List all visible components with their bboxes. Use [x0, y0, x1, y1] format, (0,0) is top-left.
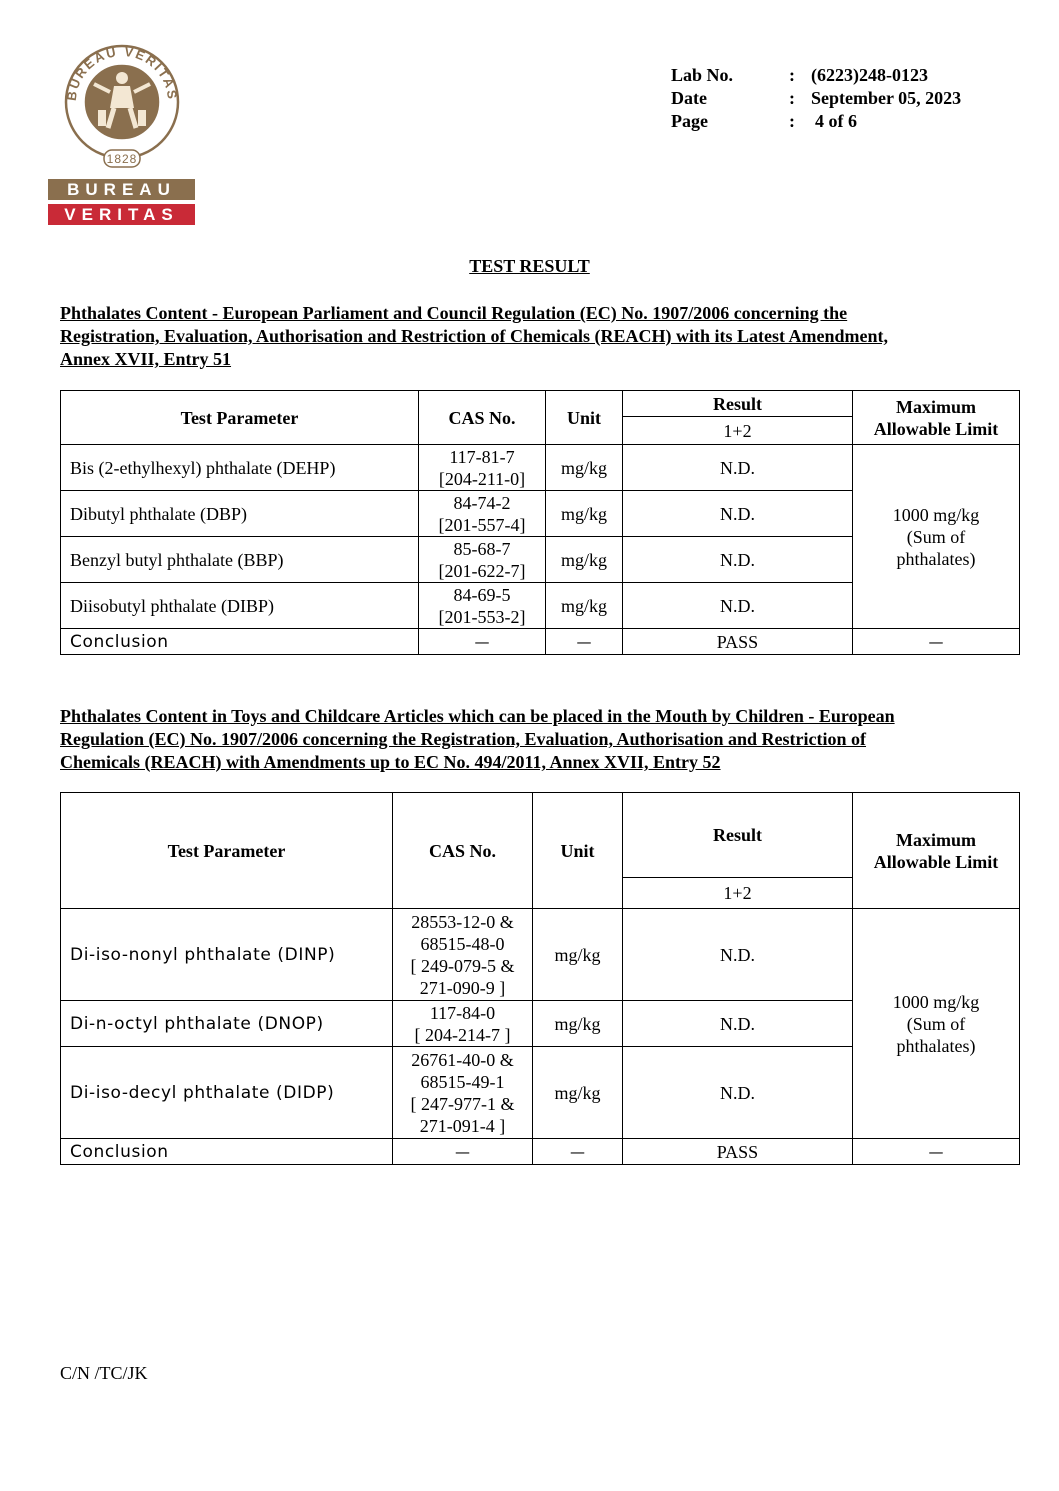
max-limit-cell	[853, 909, 1020, 1139]
limit-line: (Sum of	[906, 1013, 966, 1034]
results-table-entry-52	[60, 792, 1020, 1165]
page-label: Page	[671, 111, 708, 131]
seal-icon	[48, 44, 196, 178]
results-table-entry-51	[60, 390, 1020, 655]
test-parameter-cell: Benzyl butyl phthalate (BBP)	[61, 537, 419, 583]
limit-line: phthalates)	[896, 1035, 976, 1056]
test-parameter-cell: Di-n-octyl phthalate (DNOP)	[61, 1001, 393, 1047]
col-header-test-parameter: Test Parameter	[61, 793, 393, 909]
conclusion-result: PASS	[623, 629, 853, 655]
heading-line: Registration, Evaluation, Authorisation and Restriction of Chemicals (REACH) with its Latest Amendment,	[60, 326, 888, 346]
page-row	[671, 110, 961, 133]
conclusion-unit: —	[533, 1139, 623, 1165]
cas-line: 26761-40-0 &	[411, 1049, 514, 1070]
table-header-row	[61, 391, 1020, 417]
table-row	[61, 909, 1020, 1001]
separator: :	[789, 111, 795, 131]
unit-cell: mg/kg	[533, 1001, 623, 1047]
conclusion-row	[61, 629, 1020, 655]
bureau-veritas-logo	[48, 44, 196, 226]
cas-no-cell	[393, 909, 533, 1001]
limit-header-line: Maximum	[896, 829, 976, 850]
date-label: Date	[671, 88, 707, 108]
cas-line: [ 247-977-1 &	[410, 1093, 515, 1114]
result-cell: N.D.	[623, 583, 853, 629]
unit-cell: mg/kg	[546, 537, 623, 583]
col-header-max-limit	[853, 391, 1020, 445]
cas-line: [204-211-0]	[438, 468, 526, 489]
conclusion-unit: —	[546, 629, 623, 655]
cas-line: [201-622-7]	[438, 560, 526, 581]
result-cell: N.D.	[623, 491, 853, 537]
date-row	[671, 87, 961, 110]
lab-no-value: (6223)248-0123	[811, 65, 928, 85]
cas-line: [ 249-079-5 &	[410, 955, 515, 976]
result-cell: N.D.	[623, 537, 853, 583]
result-cell: N.D.	[623, 1047, 853, 1139]
conclusion-row	[61, 1139, 1020, 1165]
cas-no-cell	[419, 583, 546, 629]
col-header-unit: Unit	[546, 391, 623, 445]
cas-no-cell	[419, 491, 546, 537]
cas-no-cell	[393, 1047, 533, 1139]
limit-line: phthalates)	[896, 548, 976, 569]
limit-line: 1000 mg/kg	[892, 991, 980, 1012]
cas-line: [201-553-2]	[438, 606, 526, 627]
cas-line: 117-81-7	[449, 446, 515, 467]
heading-line: Phthalates Content in Toys and Childcare Articles which can be placed in the Mouth by Children - European	[60, 706, 895, 726]
section1-heading	[60, 302, 1000, 371]
cas-no-cell	[419, 537, 546, 583]
cas-line: 68515-48-0	[420, 933, 505, 954]
col-header-result-sub: 1+2	[623, 878, 853, 909]
svg-text:1828: 1828	[106, 152, 138, 166]
heading-line: Regulation (EC) No. 1907/2006 concerning the Registration, Evaluation, Authorisation and Restriction of	[60, 729, 867, 749]
cas-line: 271-091-4 ]	[419, 1115, 506, 1136]
unit-cell: mg/kg	[533, 1047, 623, 1139]
result-cell: N.D.	[623, 445, 853, 491]
cas-line: 84-74-2	[453, 492, 511, 513]
limit-header-line: Allowable Limit	[873, 418, 999, 439]
limit-header-line: Allowable Limit	[873, 851, 999, 872]
cas-line: 28553-12-0 &	[411, 911, 514, 932]
section2-heading	[60, 705, 1000, 774]
report-header-info	[671, 64, 961, 133]
page-title: TEST RESULT	[469, 256, 590, 276]
col-header-result-sub: 1+2	[623, 417, 853, 445]
conclusion-cas: —	[419, 629, 546, 655]
col-header-cas-no: CAS No.	[419, 391, 546, 445]
conclusion-result: PASS	[623, 1139, 853, 1165]
max-limit-cell	[853, 445, 1020, 629]
table-header-row	[61, 793, 1020, 878]
date-value: September 05, 2023	[811, 88, 962, 108]
unit-cell: mg/kg	[546, 583, 623, 629]
col-header-result: Result	[623, 793, 853, 878]
logo-band-bureau: BUREAU	[48, 179, 195, 200]
lab-no-label: Lab No.	[671, 65, 734, 85]
test-parameter-cell: Dibutyl phthalate (DBP)	[61, 491, 419, 537]
conclusion-label: Conclusion	[61, 1139, 393, 1165]
cas-no-cell	[419, 445, 546, 491]
heading-line: Chemicals (REACH) with Amendments up to EC No. 494/2011, Annex XVII, Entry 52	[60, 752, 721, 772]
separator: :	[789, 65, 795, 85]
cas-line: 68515-49-1	[420, 1071, 505, 1092]
conclusion-cas: —	[393, 1139, 533, 1165]
unit-cell: mg/kg	[546, 445, 623, 491]
col-header-max-limit	[853, 793, 1020, 909]
col-header-test-parameter: Test Parameter	[61, 391, 419, 445]
heading-line: Annex XVII, Entry 51	[60, 349, 232, 369]
col-header-cas-no: CAS No.	[393, 793, 533, 909]
cas-line: [ 204-214-7 ]	[414, 1024, 511, 1045]
test-parameter-cell: Di-iso-nonyl phthalate (DINP)	[61, 909, 393, 1001]
result-cell: N.D.	[623, 1001, 853, 1047]
cas-line: 271-090-9 ]	[419, 977, 506, 998]
col-header-unit: Unit	[533, 793, 623, 909]
unit-cell: mg/kg	[546, 491, 623, 537]
page-value: 4 of 6	[815, 111, 857, 131]
heading-line: Phthalates Content - European Parliament and Council Regulation (EC) No. 1907/2006 concerning the	[60, 303, 848, 323]
table-row	[61, 445, 1020, 491]
test-parameter-cell: Bis (2-ethylhexyl) phthalate (DEHP)	[61, 445, 419, 491]
separator: :	[789, 88, 795, 108]
cas-no-cell	[393, 1001, 533, 1047]
cas-line: 84-69-5	[453, 584, 511, 605]
limit-header-line: Maximum	[896, 396, 976, 417]
conclusion-label: Conclusion	[61, 629, 419, 655]
limit-line: 1000 mg/kg	[892, 504, 980, 525]
test-parameter-cell: Diisobutyl phthalate (DIBP)	[61, 583, 419, 629]
cas-line: 85-68-7	[453, 538, 511, 559]
test-parameter-cell: Di-iso-decyl phthalate (DIDP)	[61, 1047, 393, 1139]
limit-line: (Sum of	[906, 526, 966, 547]
logo-band-veritas: VERITAS	[48, 204, 195, 225]
unit-cell: mg/kg	[533, 909, 623, 1001]
cas-line: [201-557-4]	[438, 514, 526, 535]
svg-text:BUREAU VERITAS: BUREAU VERITAS	[63, 44, 181, 102]
conclusion-limit: —	[853, 1139, 1020, 1165]
conclusion-limit: —	[853, 629, 1020, 655]
lab-no-row	[671, 64, 961, 87]
cas-line: 117-84-0	[429, 1002, 496, 1023]
result-cell: N.D.	[623, 909, 853, 1001]
col-header-result: Result	[623, 391, 853, 417]
footer-reference: C/N /TC/JK	[60, 1363, 148, 1383]
